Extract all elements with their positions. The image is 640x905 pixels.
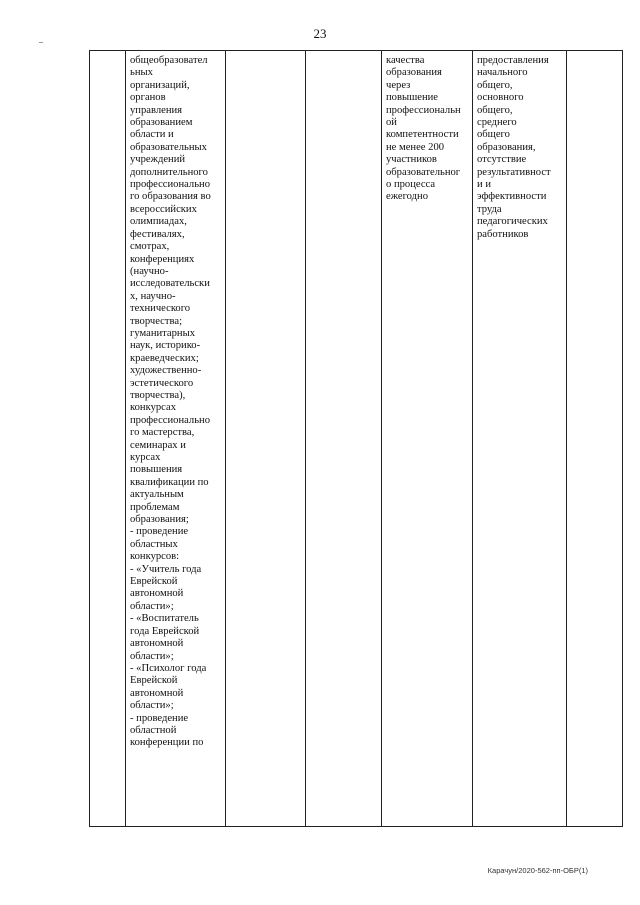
table-cell-empty-4 xyxy=(306,51,382,827)
table-row xyxy=(90,51,623,827)
table-cell-risk: предоставления начального общего, основного общего, среднего общего образования, отсутствие результативност и и эффективности труда педагогических работников xyxy=(473,51,567,827)
document-table xyxy=(89,50,623,827)
table-cell-index xyxy=(90,51,126,827)
table-cell-result: качества образования через повышение профессиональн ой компетентности не менее 200 участников образовательног о процесса ежегодно xyxy=(382,51,473,827)
document-footer-code: Карачун/2020-562-пп-ОБР(1) xyxy=(487,866,588,875)
table-cell-empty-3 xyxy=(226,51,306,827)
table-cell-activity: общеобразовател ьных организаций, органов управления образованием области и образовательных учреждений дополнительного профессионально го образования во всероссийских олимпиадах, фестивалях, смотрах, конференциях (научно- исследовательски х, научно- технического творчества; гуманитарных наук, историко- краеведческих; художественно- эстетического творчества), конкурсах профессионально го мастерства, семинарах и курсах повышения квалификации по актуальным проблемам образования; - проведение областных конкурсов: - «Учитель года Еврейской автономной области»; - «Воспитатель года Еврейской автономной области»; - «Психолог года Еврейской автономной области»; - проведение областной конференции по xyxy=(126,51,226,827)
page-number: 23 xyxy=(313,26,327,41)
table-cell-empty-7 xyxy=(567,51,623,827)
scan-mark xyxy=(39,42,43,43)
